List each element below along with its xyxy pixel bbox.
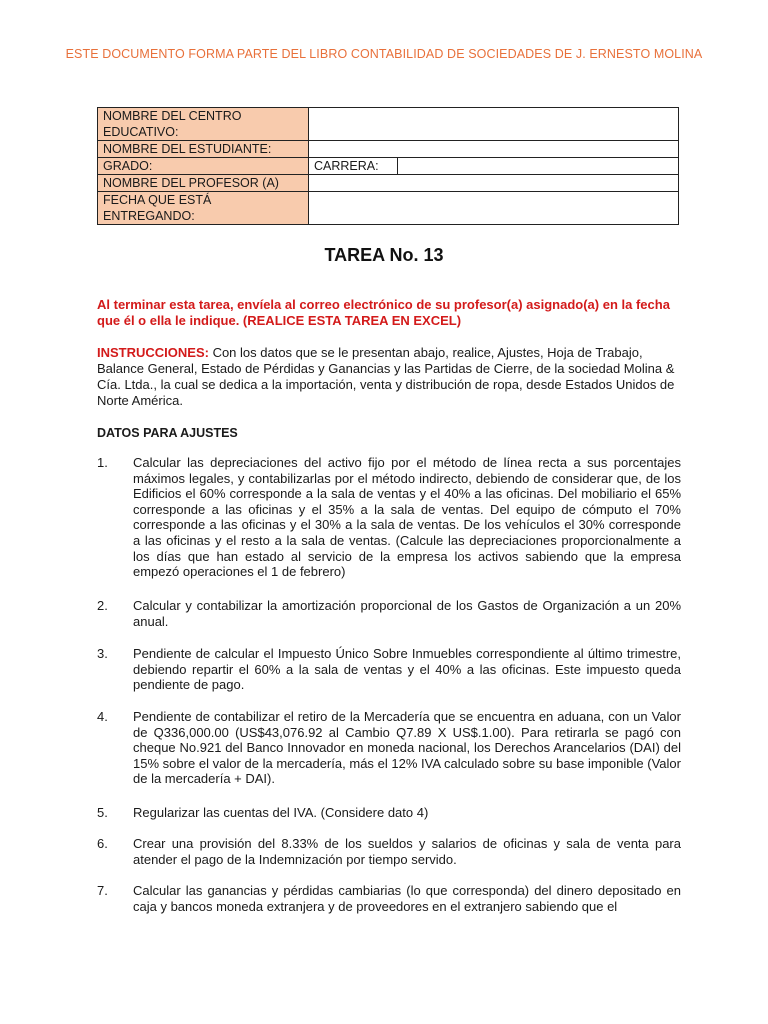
fecha-field[interactable] [309,192,679,225]
item-text: Crear una provisión del 8.33% de los sueldos y salarios de oficinas y sala de venta para atender el pago de la Indemnización por tiempo servido. [133,836,681,867]
centro-field[interactable] [309,108,679,141]
list-item [97,709,681,787]
fecha-label: FECHA QUE ESTÁ ENTREGANDO: [98,192,309,225]
item-text: Calcular las depreciaciones del activo fijo por el método de línea recta a sus porcentajes máximos legales, y contabilizarlas por el método indirecto, debiendo de considerar que, de los Edificios el 60% corresponde a la sala de ventas y el 40% a las oficinas. Del mobiliario el 65% corresponde a las oficinas y el 35% a la sala de ventas. Del equipo de cómputo el 70% corresponde a las oficinas y el 30% a la sala de ventas. De los vehículos el 30% corresponde a las oficinas y el resto a la sala de ventas. (Calcule las depreciaciones proporcionalmente a los días que han estado al servicio de la empresa los activos sabiendo que la empresa empezó operaciones el 1 de febrero) [133,455,681,580]
item-number: 7. [97,883,108,898]
item-number: 3. [97,646,108,661]
item-number: 5. [97,805,108,820]
item-text: Calcular y contabilizar la amortización proporcional de los Gastos de Organización a un 20% anual. [133,598,681,629]
item-number: 6. [97,836,108,851]
item-number: 1. [97,455,108,470]
item-text: Calcular las ganancias y pérdidas cambiarias (lo que corresponda) del dinero depositado en caja y bancos moneda extranjera y de proveedores en el extranjero sabiendo que el [133,883,681,914]
item-number: 4. [97,709,108,724]
header-note: ESTE DOCUMENTO FORMA PARTE DEL LIBRO CONTABILIDAD DE SOCIEDADES DE J. ERNESTO MOLINA [65,47,703,61]
carrera-field[interactable] [398,158,679,175]
datos-title: DATOS PARA AJUSTES [97,426,238,440]
intro-note: Al terminar esta tarea, envíela al correo electrónico de su profesor(a) asignado(a) en la fecha que él o ella le indique. (REALICE ESTA TAREA EN EXCEL) [97,297,670,328]
item-text: Pendiente de calcular el Impuesto Único Sobre Inmuebles correspondiente al último trimestre, debiendo repartir el 60% a la sala de ventas y el 40% a las oficinas. Este impuesto queda pendiente de pago. [133,646,681,693]
carrera-label: CARRERA: [309,158,398,175]
profesor-field[interactable] [309,175,679,192]
list-item [97,883,681,914]
centro-label: NOMBRE DEL CENTRO EDUCATIVO: [98,108,309,141]
instructions-text: Con los datos que se le presentan abajo, realice, Ajustes, Hoja de Trabajo, Balance General, Estado de Pérdidas y Ganancias y las Partidas de Cierre, de la sociedad Molina & Cía. Ltda., la cual se dedica a la importación, venta y distribución de ropa, desde Estados Unidos de Norte América. [97,345,675,408]
instructions [97,345,681,409]
instructions-label: INSTRUCCIONES: [97,345,209,360]
student-info-table [97,107,679,225]
list-item [97,598,681,629]
list-item [97,646,681,693]
list-item [97,836,681,867]
estudiante-label: NOMBRE DEL ESTUDIANTE: [98,141,309,158]
page-title: TAREA No. 13 [324,245,444,265]
list-item [97,805,681,821]
item-text: Pendiente de contabilizar el retiro de la Mercadería que se encuentra en aduana, con un Valor de Q336,000.00 (US$43,076.92 al Cambio Q7.89 X US$.1.00). Para retirarla se pagó con cheque No.921 del Banco Innovador en moneda nacional, los Derechos Arancelarios (DAI) del 15% sobre el valor de la mercadería, más el 12% IVA calculado sobre su base imponible (Valor de la mercadería + DAI). [133,709,681,787]
estudiante-field[interactable] [309,141,679,158]
item-number: 2. [97,598,108,613]
grado-label: GRADO: [98,158,309,175]
profesor-label: NOMBRE DEL PROFESOR (A) [98,175,309,192]
list-item [97,455,681,580]
item-text: Regularizar las cuentas del IVA. (Considere dato 4) [133,805,429,820]
